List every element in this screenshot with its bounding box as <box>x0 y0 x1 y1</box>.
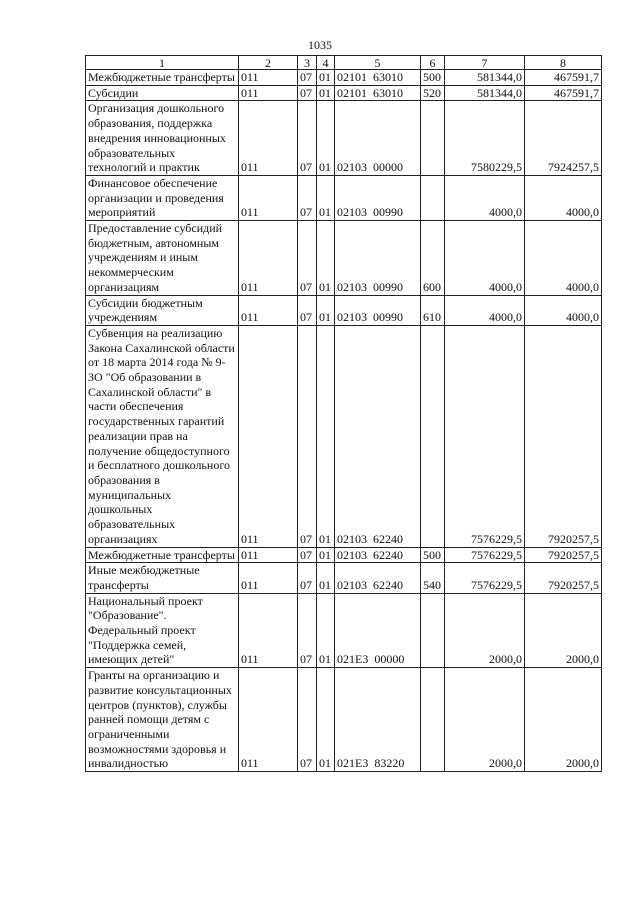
amount-year-2: 467591,7 <box>525 70 602 86</box>
amount-year-2: 7920257,5 <box>525 547 602 563</box>
expense-type-code <box>421 593 445 668</box>
section-code: 07 <box>298 295 317 325</box>
table-row <box>86 563 602 593</box>
column-header: 7 <box>445 56 525 70</box>
subsection-code: 01 <box>317 668 335 772</box>
target-article-code: 02103 00990 <box>335 221 421 296</box>
section-code: 07 <box>298 593 317 668</box>
amount-year-1: 581344,0 <box>445 85 525 101</box>
table-row <box>86 175 602 220</box>
expense-type-code: 500 <box>421 70 445 86</box>
table-row <box>86 101 602 176</box>
amount-year-1: 2000,0 <box>445 668 525 772</box>
ministry-code: 011 <box>239 668 298 772</box>
row-name: Межбюджетные трансферты <box>86 70 239 86</box>
section-code: 07 <box>298 175 317 220</box>
table-row <box>86 85 602 101</box>
amount-year-2: 4000,0 <box>525 221 602 296</box>
ministry-code: 011 <box>239 175 298 220</box>
section-code: 07 <box>298 325 317 547</box>
row-name: Межбюджетные трансферты <box>86 547 239 563</box>
table-row <box>86 221 602 296</box>
row-name: Субвенция на реализацию Закона Сахалинской области от 18 марта 2014 года № 9-ЗО "Об образовании в Сахалинской области" в части обеспечения государственных гарантий реализации прав на получение общедоступного и бесплатного дошкольного образования в муниципальных дошкольных образовательных организациях <box>86 325 239 547</box>
section-code: 07 <box>298 221 317 296</box>
subsection-code: 01 <box>317 295 335 325</box>
table-row <box>86 325 602 547</box>
ministry-code: 011 <box>239 101 298 176</box>
row-name: Предоставление субсидий бюджетным, автономным учреждениям и иным некоммерческим организациям <box>86 221 239 296</box>
budget-table <box>85 55 602 772</box>
row-name: Субсидии бюджетным учреждениям <box>86 295 239 325</box>
section-code: 07 <box>298 70 317 86</box>
row-name: Финансовое обеспечение организации и проведения мероприятий <box>86 175 239 220</box>
row-name: Организация дошкольного образования, поддержка внедрения инновационных образовательных технологий и практик <box>86 101 239 176</box>
column-header: 1 <box>86 56 239 70</box>
section-code: 07 <box>298 668 317 772</box>
target-article-code: 02103 00990 <box>335 295 421 325</box>
ministry-code: 011 <box>239 85 298 101</box>
amount-year-1: 4000,0 <box>445 295 525 325</box>
ministry-code: 011 <box>239 325 298 547</box>
subsection-code: 01 <box>317 325 335 547</box>
target-article-code: 02103 62240 <box>335 563 421 593</box>
section-code: 07 <box>298 85 317 101</box>
subsection-code: 01 <box>317 593 335 668</box>
column-header: 2 <box>239 56 298 70</box>
subsection-code: 01 <box>317 563 335 593</box>
table-row <box>86 70 602 86</box>
subsection-code: 01 <box>317 175 335 220</box>
expense-type-code: 520 <box>421 85 445 101</box>
section-code: 07 <box>298 101 317 176</box>
amount-year-2: 2000,0 <box>525 668 602 772</box>
amount-year-1: 4000,0 <box>445 221 525 296</box>
amount-year-2: 2000,0 <box>525 593 602 668</box>
section-code: 07 <box>298 547 317 563</box>
subsection-code: 01 <box>317 101 335 176</box>
subsection-code: 01 <box>317 70 335 86</box>
expense-type-code: 600 <box>421 221 445 296</box>
ministry-code: 011 <box>239 593 298 668</box>
ministry-code: 011 <box>239 547 298 563</box>
amount-year-1: 581344,0 <box>445 70 525 86</box>
amount-year-1: 4000,0 <box>445 175 525 220</box>
target-article-code: 021E3 83220 <box>335 668 421 772</box>
amount-year-2: 7920257,5 <box>525 563 602 593</box>
column-number-row <box>86 56 602 70</box>
subsection-code: 01 <box>317 221 335 296</box>
column-header: 5 <box>335 56 421 70</box>
target-article-code: 02101 63010 <box>335 70 421 86</box>
amount-year-2: 7924257,5 <box>525 101 602 176</box>
column-header: 8 <box>525 56 602 70</box>
expense-type-code: 610 <box>421 295 445 325</box>
row-name: Гранты на организацию и развитие консультационных центров (пунктов), службы ранней помощи детям с ограниченными возможностями здоровья и инвалидностью <box>86 668 239 772</box>
expense-type-code <box>421 101 445 176</box>
amount-year-2: 467591,7 <box>525 85 602 101</box>
column-header: 6 <box>421 56 445 70</box>
expense-type-code: 500 <box>421 547 445 563</box>
table-row <box>86 295 602 325</box>
amount-year-1: 7576229,5 <box>445 325 525 547</box>
amount-year-1: 7576229,5 <box>445 563 525 593</box>
column-header: 4 <box>317 56 335 70</box>
target-article-code: 02101 63010 <box>335 85 421 101</box>
row-name: Национальный проект "Образование". Федеральный проект "Поддержка семей, имеющих детей" <box>86 593 239 668</box>
target-article-code: 02103 00000 <box>335 101 421 176</box>
ministry-code: 011 <box>239 295 298 325</box>
target-article-code: 021E3 00000 <box>335 593 421 668</box>
table-row <box>86 593 602 668</box>
expense-type-code <box>421 175 445 220</box>
row-name: Субсидии <box>86 85 239 101</box>
expense-type-code <box>421 668 445 772</box>
table-row <box>86 668 602 772</box>
section-code: 07 <box>298 563 317 593</box>
ministry-code: 011 <box>239 70 298 86</box>
target-article-code: 02103 62240 <box>335 547 421 563</box>
subsection-code: 01 <box>317 85 335 101</box>
target-article-code: 02103 62240 <box>335 325 421 547</box>
expense-type-code: 540 <box>421 563 445 593</box>
amount-year-1: 7580229,5 <box>445 101 525 176</box>
ministry-code: 011 <box>239 563 298 593</box>
column-header: 3 <box>298 56 317 70</box>
target-article-code: 02103 00990 <box>335 175 421 220</box>
subsection-code: 01 <box>317 547 335 563</box>
amount-year-2: 7920257,5 <box>525 325 602 547</box>
amount-year-2: 4000,0 <box>525 295 602 325</box>
amount-year-1: 2000,0 <box>445 593 525 668</box>
table-row <box>86 547 602 563</box>
page-number: 1035 <box>308 38 332 52</box>
row-name: Иные межбюджетные трансферты <box>86 563 239 593</box>
expense-type-code <box>421 325 445 547</box>
amount-year-2: 4000,0 <box>525 175 602 220</box>
amount-year-1: 7576229,5 <box>445 547 525 563</box>
ministry-code: 011 <box>239 221 298 296</box>
